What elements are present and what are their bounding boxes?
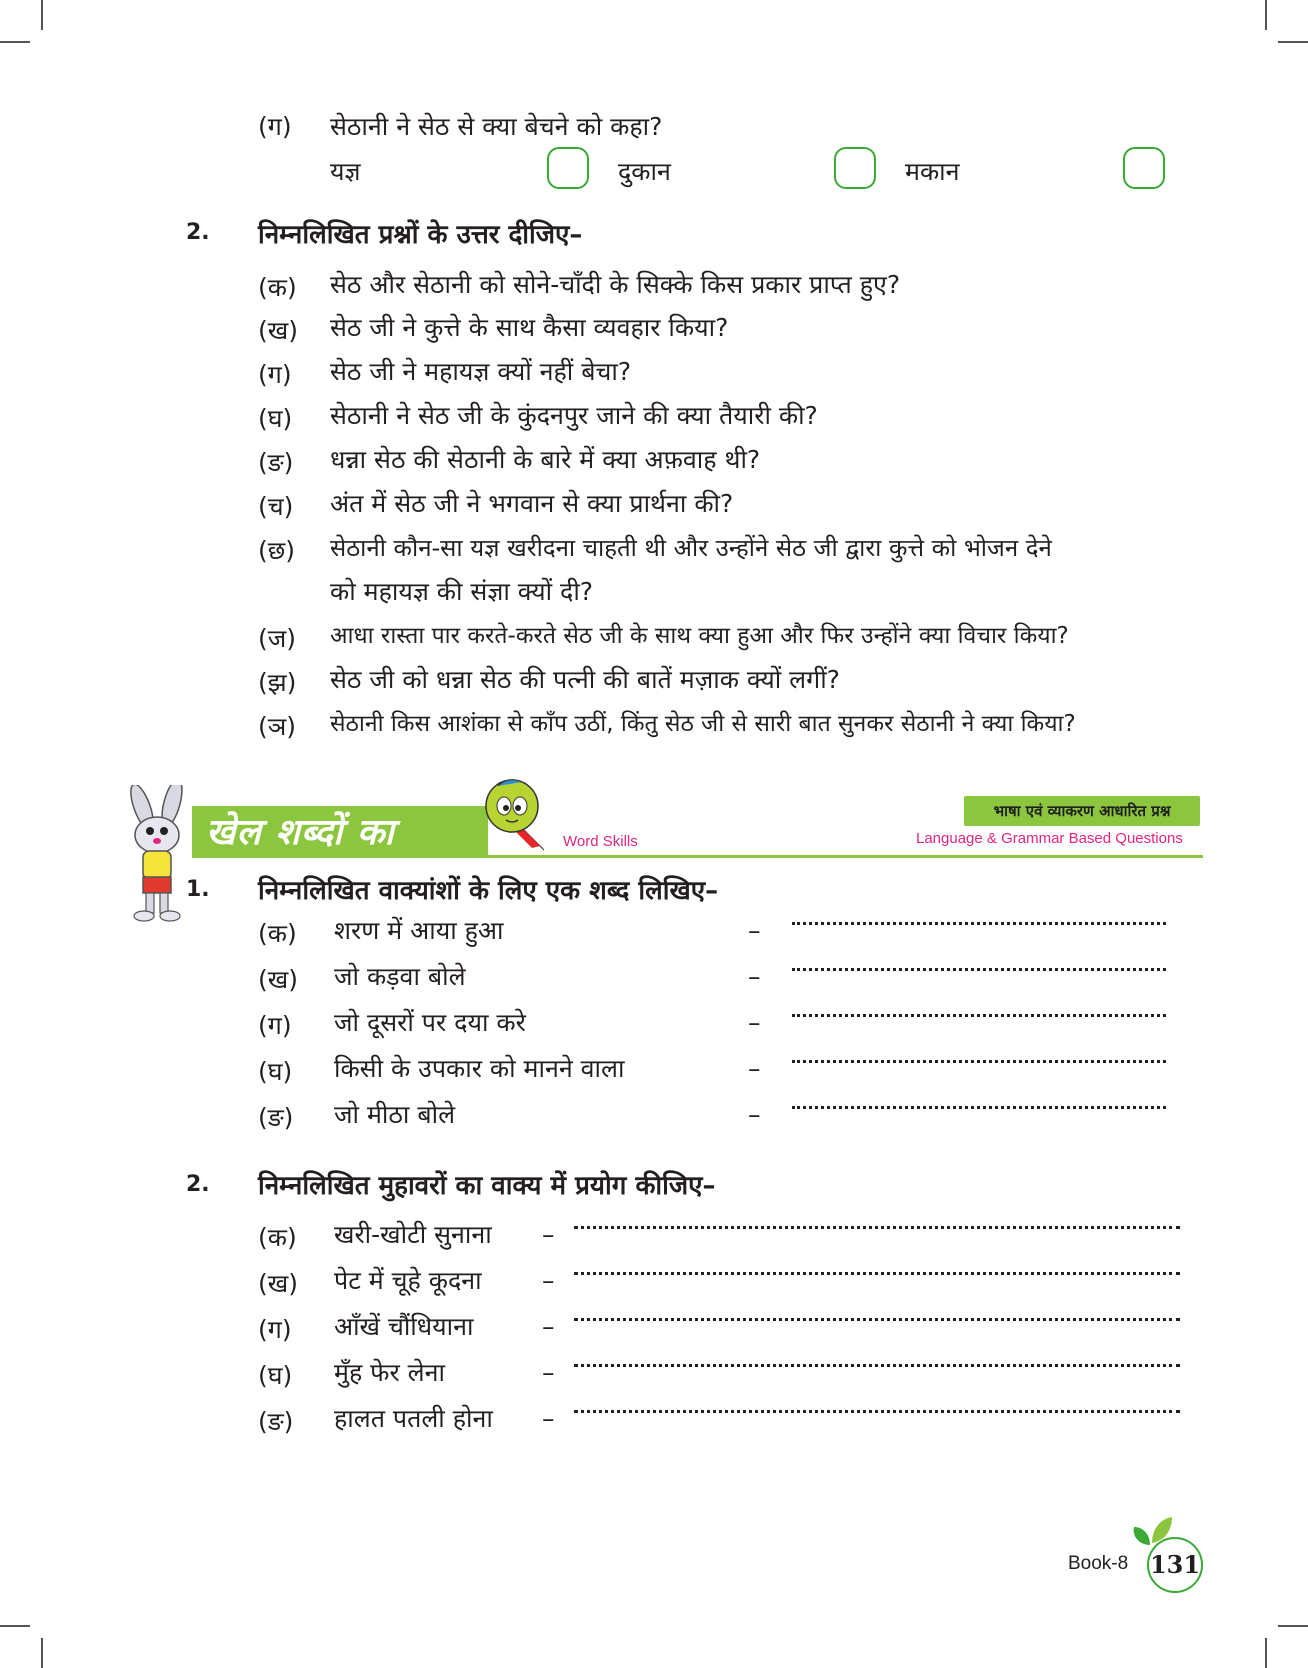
item-text: सेठ जी ने महायज्ञ क्यों नहीं बेचा? <box>330 357 632 386</box>
banner-rule <box>488 855 1203 858</box>
item-label: (ग) <box>258 360 292 389</box>
crop-mark <box>0 41 30 43</box>
section-heading: निम्नलिखित प्रश्नों के उत्तर दीजिए– <box>258 220 583 250</box>
answer-blank[interactable] <box>792 1014 1166 1017</box>
word-q2-heading: निम्नलिखित मुहावरों का वाक्य में प्रयोग कीजिए– <box>258 1171 716 1201</box>
answer-blank[interactable] <box>574 1318 1180 1321</box>
item-label: (घ) <box>258 404 293 433</box>
item-label: (झ) <box>258 668 297 697</box>
option-1-checkbox[interactable] <box>547 147 589 189</box>
pencil-mascot-illustration <box>482 776 558 852</box>
answer-blank[interactable] <box>574 1364 1180 1367</box>
item-text: सेठ जी ने कुत्ते के साथ कैसा व्यवहार किया? <box>330 313 729 342</box>
item-label: (घ) <box>258 1057 293 1086</box>
item-label: (क) <box>258 1223 297 1252</box>
item-label: (घ) <box>258 1361 293 1390</box>
answer-blank[interactable] <box>792 1106 1166 1109</box>
item-dash: – <box>542 1220 555 1249</box>
question-text: सेठानी ने सेठ से क्या बेचने को कहा? <box>330 112 663 141</box>
banner-title: खेल शब्दों का <box>206 812 395 853</box>
crop-mark <box>41 0 43 30</box>
item-dash: – <box>748 916 761 945</box>
item-label: (ङ) <box>258 448 294 477</box>
item-text: सेठानी कौन-सा यज्ञ खरीदना चाहती थी और उन्होंने सेठ जी द्वारा कुत्ते को भोजन देने <box>330 534 1052 562</box>
item-dash: – <box>748 1100 761 1129</box>
item-label: (ग) <box>258 1011 292 1040</box>
item-label: (ख) <box>258 965 298 994</box>
option-3-checkbox[interactable] <box>1123 147 1165 189</box>
crop-mark <box>1278 41 1308 43</box>
option-1-label: यज्ञ <box>330 157 361 186</box>
item-text: सेठ और सेठानी को सोने-चाँदी के सिक्के किस प्रकार प्राप्त हुए? <box>330 270 901 299</box>
item-text: सेठानी ने सेठ जी के कुंदनपुर जाने की क्या तैयारी की? <box>330 401 818 430</box>
page-number: 131 <box>1149 1550 1201 1579</box>
grammar-badge-hindi: भाषा एवं व्याकरण आधारित प्रश्न <box>993 802 1171 820</box>
item-label: (ञ) <box>258 712 297 741</box>
banner-subtitle: Word Skills <box>563 833 638 850</box>
crop-mark <box>1278 1625 1308 1627</box>
item-label: (ङ) <box>258 1407 294 1436</box>
crop-mark <box>41 1638 43 1668</box>
item-text: आधा रास्ता पार करते-करते सेठ जी के साथ क्या हुआ और फिर उन्होंने क्या विचार किया? <box>330 623 1069 649</box>
item-dash: – <box>542 1358 555 1387</box>
item-label: (क) <box>258 919 297 948</box>
option-2-label: दुकान <box>618 157 671 186</box>
option-3-label: मकान <box>905 157 960 186</box>
option-2-checkbox[interactable] <box>834 147 876 189</box>
crop-mark <box>1265 0 1267 30</box>
item-text: मुँह फेर लेना <box>334 1358 445 1387</box>
item-label: (च) <box>258 492 294 521</box>
item-text: पेट में चूहे कूदना <box>334 1266 482 1295</box>
item-label: (ख) <box>258 316 298 345</box>
answer-blank[interactable] <box>574 1272 1180 1275</box>
item-text: जो मीठा बोले <box>334 1100 456 1129</box>
item-dash: – <box>748 1008 761 1037</box>
item-text: खरी-खोटी सुनाना <box>334 1220 492 1249</box>
item-dash: – <box>748 962 761 991</box>
answer-blank[interactable] <box>574 1410 1180 1413</box>
item-dash: – <box>542 1404 555 1433</box>
item-text: सेठ जी को धन्ना सेठ की पत्नी की बातें मज़ाक क्यों लगीं? <box>330 665 840 694</box>
answer-blank[interactable] <box>792 968 1166 971</box>
item-text: जो कड़वा बोले <box>334 962 466 991</box>
section-number: 2. <box>186 220 210 245</box>
item-label: (क) <box>258 273 297 302</box>
crop-mark <box>0 1625 30 1627</box>
answer-blank[interactable] <box>574 1226 1180 1229</box>
item-dash: – <box>542 1312 555 1341</box>
item-dash: – <box>748 1054 761 1083</box>
item-text: जो दूसरों पर दया करे <box>334 1008 526 1037</box>
item-text: धन्ना सेठ की सेठानी के बारे में क्या अफ़वाह थी? <box>330 445 761 474</box>
answer-blank[interactable] <box>792 1060 1166 1063</box>
item-label: (ज) <box>258 624 297 653</box>
word-q1-heading: निम्नलिखित वाक्यांशों के लिए एक शब्द लिखिए– <box>258 876 719 906</box>
item-text: सेठानी किस आशंका से काँप उठीं, किंतु सेठ जी से सारी बात सुनकर सेठानी ने क्या किया? <box>330 711 1076 737</box>
item-label: (ख) <box>258 1269 298 1298</box>
crop-mark <box>1265 1638 1267 1668</box>
item-text: आँखें चौंधियाना <box>334 1312 474 1341</box>
item-label: (ग) <box>258 1315 292 1344</box>
item-label: (छ) <box>258 536 296 565</box>
word-q2-number: 2. <box>186 1172 210 1197</box>
item-dash: – <box>542 1266 555 1295</box>
book-label: Book-8 <box>1068 1553 1129 1574</box>
item-label: (ङ) <box>258 1103 294 1132</box>
question-label: (ग) <box>258 112 292 141</box>
item-text: हालत पतली होना <box>334 1404 493 1433</box>
item-text-continued: को महायज्ञ की संज्ञा क्यों दी? <box>330 577 594 606</box>
answer-blank[interactable] <box>792 922 1166 925</box>
word-q1-number: 1. <box>186 877 210 902</box>
item-text: शरण में आया हुआ <box>334 916 504 945</box>
item-text: अंत में सेठ जी ने भगवान से क्या प्रार्थना की? <box>330 489 734 518</box>
grammar-badge-english: Language & Grammar Based Questions <box>916 830 1183 847</box>
item-text: किसी के उपकार को मानने वाला <box>334 1054 625 1083</box>
